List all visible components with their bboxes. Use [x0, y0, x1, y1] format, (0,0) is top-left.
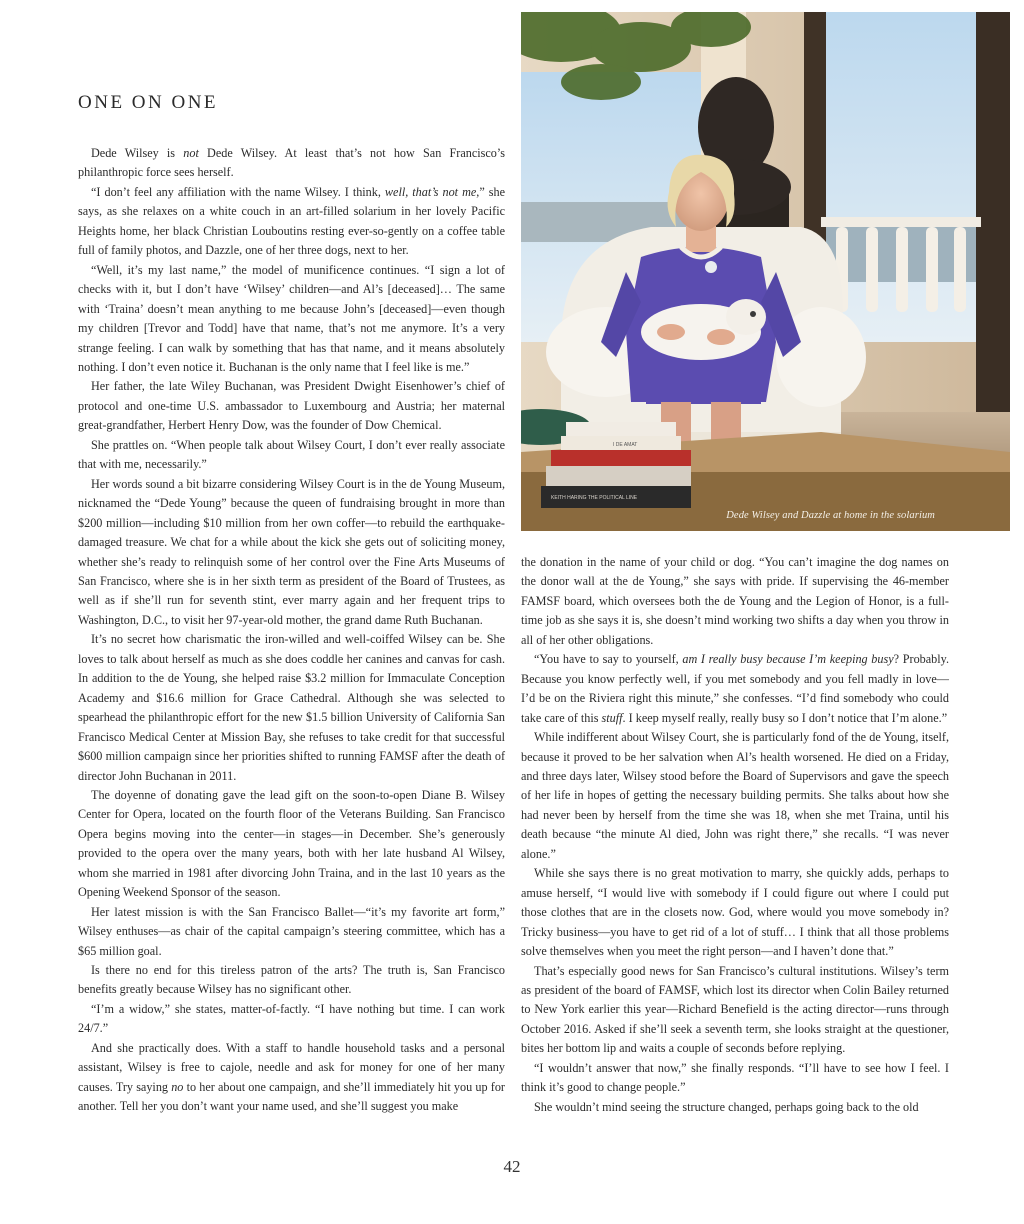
- paragraph: “You have to say to yourself, am I really busy because I’m keeping busy? Probably. Because you know perfectly well, if you met somebody and you fell madly in love—I’d be on the Riviera right this minute,” she confesses. “I’d find somebody who could take care of this stuff. I keep myself really, really busy so I don’t notice that I’m alone.”: [521, 652, 949, 725]
- paragraph: “I wouldn’t answer that now,” she finally responds. “I’ll have to see how I feel. I think it’s good to change people.”: [521, 1060, 949, 1095]
- paragraph: the donation in the name of your child or dog. “You can’t imagine the dog names on the donor wall at the de Young,” she says with pride. If supervising the 46-member FAMSF board, which oversees both the de Young and the Legion of Honor, is a full-time job as she says it is, she doesn’t mind working two shifts a day when you throw in all of her other obligations.: [521, 555, 949, 647]
- paragraph: She wouldn’t mind seeing the structure changed, perhaps going back to the old: [534, 1099, 919, 1114]
- paragraph: While she says there is no great motivation to marry, she quickly adds, perhaps to amuse herself, “I would live with somebody if I could figure out where I could put those clothes that are in the closets now. God, where would you move somebody in? Tricky business—you have to get rid of a lot of stuff… I think that all those problems solve themselves when you meet the right person—and I haven’t done that.”: [521, 866, 949, 959]
- page-number: 42: [503, 1157, 521, 1176]
- book-spine-text: I DE AMAT: [613, 442, 638, 448]
- paragraph: Her latest mission is with the San Francisco Ballet—“it’s my favorite art form,” Wilsey enthuses—as chair of the capital campaign’s steering committee, which has a $65 million goal.: [78, 904, 505, 958]
- paragraph: “Well, it’s my last name,” the model of munificence continues. “I sign a lot of checks with it, but I don’t have ‘Wilsey’ children—and Al’s [deceased]… The same with ‘Traina’ doesn’t mean anything to me because John’s [deceased]—even though my children [Trevor and Todd] have that name, that’s not me anymore. It’s a very strange feeling. I can walk by something that has that name, and it means absolutely nothing. I don’t even notice it. Buchanan is the only name that I feel like is me.”: [78, 262, 505, 374]
- paragraph: And she practically does. With a staff to handle household tasks and a personal assistant, Wilsey is free to cajole, needle and ask for money for one of her many causes. Try saying no to her about one campaign, and she’ll immediately hit you up for another. Tell her you don’t want your name used, and she’ll suggest you make: [78, 1040, 505, 1114]
- paragraph: The doyenne of donating gave the lead gift on the soon-to-open Diane B. Wilsey Center for Opera, located on the fourth floor of the Veterans Building. San Francisco Opera begins moving into the center—in stages—in December. She’s generously provided to the opera over the many years, both with her late husband Al Wilsey, whom she married in 1981 after divorcing John Traina, and in the last 10 years as the Opening Weekend Sponsor of the season.: [78, 787, 505, 900]
- paragraph: “I don’t feel any affiliation with the name Wilsey. I think, well, that’s not me,” she says, as she relaxes on a white couch in an art-filled solarium in her lovely Pacific Heights home, her black Christian Louboutins resting ever-so-gently on a coffee table full of family photos, and Dazzle, one of her three dogs, next to her.: [78, 184, 505, 258]
- photo-illustration: [521, 12, 1010, 531]
- paragraph: Dede Wilsey is not Dede Wilsey. At least that’s not how San Francisco’s philanthropic force sees herself.: [78, 146, 505, 180]
- paragraph: Her father, the late Wiley Buchanan, was President Dwight Eisenhower’s chief of protocol and one-time U.S. ambassador to Luxembourg and Austria; her maternal great-grandfather, Herbert Henry Dow, was the founder of Dow Chemical.: [78, 379, 505, 433]
- paragraph: Her words sound a bit bizarre considering Wilsey Court is in the de Young Museum, nicknamed the “Dede Young” because the queen of fundraising brought in more than $200 million—including $10 million from her own coffer—to rebuild the earthquake-damaged treasure. We chat for a while about the kick she gets out of soliciting money, whether she’s ready to relinquish some of her control over the Fine Arts Museums of San Francisco, where she is in her sixth term as president of the Board of Trustees, as well as if she’ll run for seventh stint, ever marry again and her frequent trips to Washington, D.C., to visit her 97-year-old mother, the grand dame Ruth Buchanan.: [78, 476, 505, 627]
- paragraph: “I’m a widow,” she states, matter-of-factly. “I have nothing but time. I can work 24/7.”: [78, 1001, 505, 1036]
- photo-caption: Dede Wilsey and Dazzle at home in the solarium: [726, 510, 935, 521]
- paragraph: While indifferent about Wilsey Court, she is particularly fond of the de Young, itself, because it proved to be her salvation when Al’s health worsened. He died on a Friday, and three days later, Wilsey stood before the Board of Supervisors and gave the speech of her life in hopes of getting the necessary building permits. She talks about how she had never been by herself from the time she was 18, when she met Traina, until his death because “the minute Al died, John was right there,” she recalls. “I was never alone.”: [521, 730, 949, 861]
- book-spine-text: KEITH HARING THE POLITICAL LINE: [551, 495, 638, 501]
- paragraph: That’s especially good news for San Francisco’s cultural institutions. Wilsey’s term as president of the board of FAMSF, which lost its director when Colin Bailey returned to New York earlier this year—Richard Benefield is the acting director—runs through October 2016. Asked if she’ll seek a seventh term, she looks straight at the questioner, bites her bottom lip and waits a couple of seconds before replying.: [521, 963, 949, 1056]
- paragraph: It’s no secret how charismatic the iron-willed and well-coiffed Wilsey can be. She loves to talk about herself as much as she does coddle her canines and canvas for cash. In addition to the de Young, she helped raise $3.2 million for Immaculate Conception Academy and $16.6 million for Grace Cathedral. Although she was selected to spearhead the philanthropic effort for the new $1.5 billion University of California San Francisco Medical Center at Mission Bay, she refuses to take credit for that successful $600 million campaign since her priorities shifted to running FAMSF after the death of director John Buchanan in 2011.: [78, 632, 505, 783]
- portrait-photo: [521, 12, 1010, 531]
- article-column-right: [521, 553, 949, 1117]
- paragraph: Is there no end for this tireless patron of the arts? The truth is, San Francisco benefits greatly because Wilsey has no significant other.: [78, 963, 505, 997]
- section-title: ONE ON ONE: [78, 92, 219, 113]
- paragraph: She prattles on. “When people talk about Wilsey Court, I don’t ever really associate that with me, necessarily.”: [78, 437, 505, 472]
- article-column-left: [78, 144, 505, 1117]
